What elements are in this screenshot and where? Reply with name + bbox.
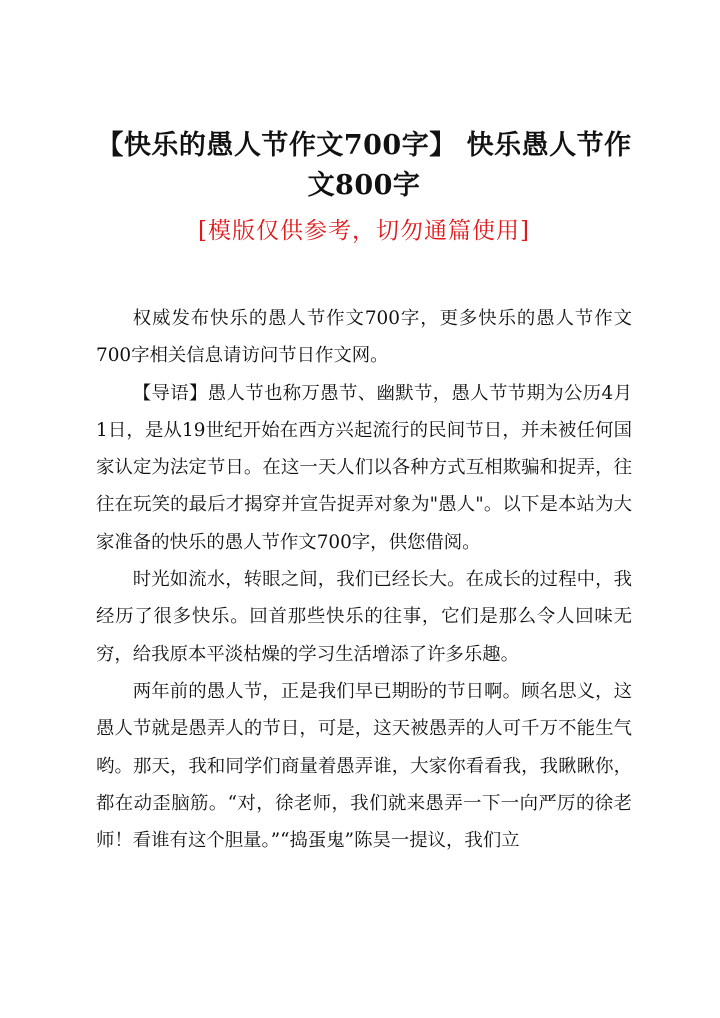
template-notice: [模版仅供参考，切勿通篇使用] xyxy=(198,218,530,244)
paragraph: 【导语】愚人节也称万愚节、幽默节，愚人节节期为公历4月1日，是从19世纪开始在西方兴起流行的民间节日，并未被任何国家认定为法定节日。在这一天人们以各种方式互相欺骗和捉弄，往往在玩笑的最后才揭穿并宣告捉弄对象为"愚人"。以下是本站为大家准备的快乐的愚人节作文700字，供您借阅。 xyxy=(96,382,632,553)
document-body xyxy=(96,300,632,859)
paragraph: 时光如流水，转眼之间，我们已经长大。在成长的过程中，我经历了很多快乐。回首那些快乐的往事，它们是那么令人回味无穷，给我原本平淡枯燥的学习生活增添了许多乐趣。 xyxy=(96,569,632,665)
document-title: 【快乐的愚人节作文700字】 快乐愚人节作文800字 xyxy=(96,130,632,201)
paragraph: 权威发布快乐的愚人节作文700字，更多快乐的愚人节作文700字相关信息请访问节日作文网。 xyxy=(96,308,632,367)
paragraph: 两年前的愚人节，正是我们早已期盼的节日啊。顾名思义，这愚人节就是愚弄人的节日，可是，这天被愚弄的人可千万不能生气哟。那天，我和同学们商量着愚弄谁，大家你看看我，我瞅瞅你，都在动歪脑筋。“对，徐老师，我们就来愚弄一下一向严厉的徐老师！看谁有这个胆量。”“捣蛋鬼”陈昊一提议，我们立 xyxy=(96,680,632,852)
